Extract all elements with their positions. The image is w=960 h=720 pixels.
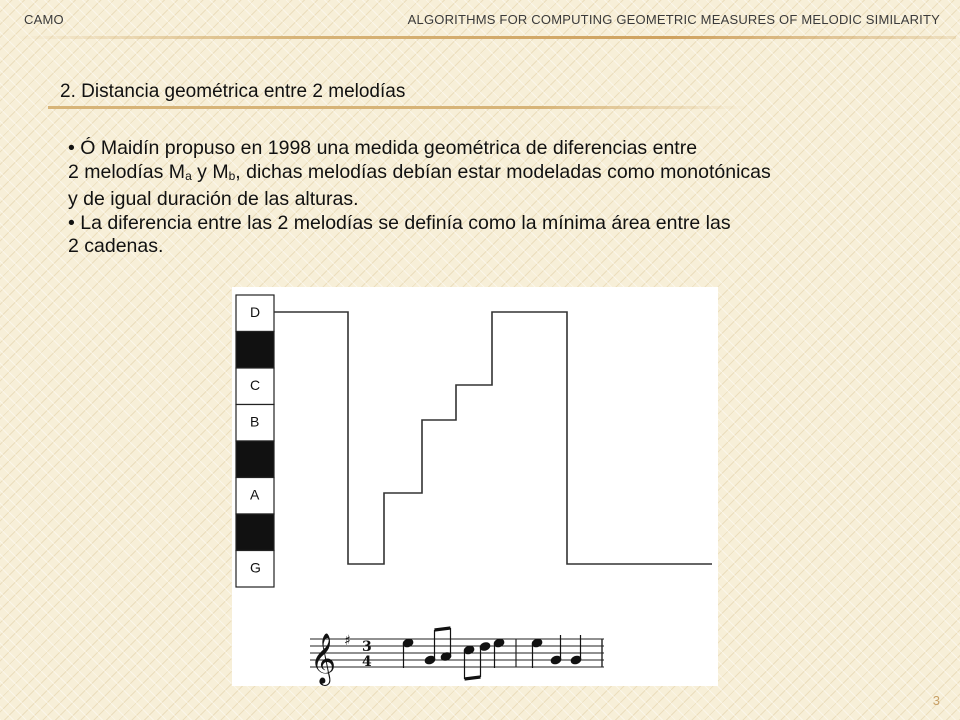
- melody-a-prefix: 2 melodías M: [68, 160, 186, 183]
- treble-clef-icon: 𝄞: [310, 633, 337, 684]
- melody-b-prefix: y M: [191, 160, 229, 183]
- key-label: D: [250, 304, 261, 320]
- header-right-label: ALGORITHMS FOR COMPUTING GEOMETRIC MEASURES OF MELODIC SIMILARITY: [407, 12, 940, 27]
- black-key: [236, 514, 274, 551]
- header-left-label: CAMO: [24, 12, 64, 27]
- time-signature-top: 3: [362, 639, 372, 655]
- slide-title: 2. Distancia geométrica entre 2 melodías: [60, 81, 406, 102]
- melody-a-subscript: a: [185, 168, 192, 183]
- pitch-contour-line: [274, 312, 712, 564]
- melody-figure-svg: [232, 287, 718, 686]
- black-key: [236, 441, 274, 478]
- piano-key-column: [236, 295, 274, 587]
- sharp-icon: ♯: [344, 633, 351, 649]
- bullet-2-line-1: • La diferencia entre las 2 melodías se definía como la mínima área entre las: [68, 211, 731, 234]
- slide-header: [0, 8, 960, 30]
- time-signature-bottom: 4: [362, 654, 372, 670]
- beam: [465, 677, 481, 679]
- key-label: G: [250, 559, 261, 576]
- measure-2-notes: [531, 635, 582, 668]
- page-number: 3: [932, 693, 940, 708]
- black-key: [236, 332, 274, 369]
- bullet-1-line-1: • Ó Maidín propuso en 1998 una medida geométrica de diferencias entre: [68, 137, 698, 159]
- key-label: A: [250, 486, 260, 503]
- bullet-2-line-2: 2 cadenas.: [68, 235, 164, 257]
- bullet-1-line-2-rest: , dichas melodías debían estar modeladas como monotónicas: [235, 160, 771, 183]
- bullet-1-line-3: y de igual duración de las alturas.: [68, 188, 359, 210]
- slide-body: [68, 137, 948, 259]
- beam: [435, 628, 451, 630]
- key-label: C: [250, 377, 261, 393]
- melody-step-figure: [232, 287, 718, 686]
- header-divider: [14, 36, 956, 39]
- melody-b-subscript: b: [228, 168, 236, 183]
- bullet-1-line-2: [68, 161, 948, 189]
- key-label: B: [250, 413, 260, 430]
- title-underline: [48, 106, 748, 109]
